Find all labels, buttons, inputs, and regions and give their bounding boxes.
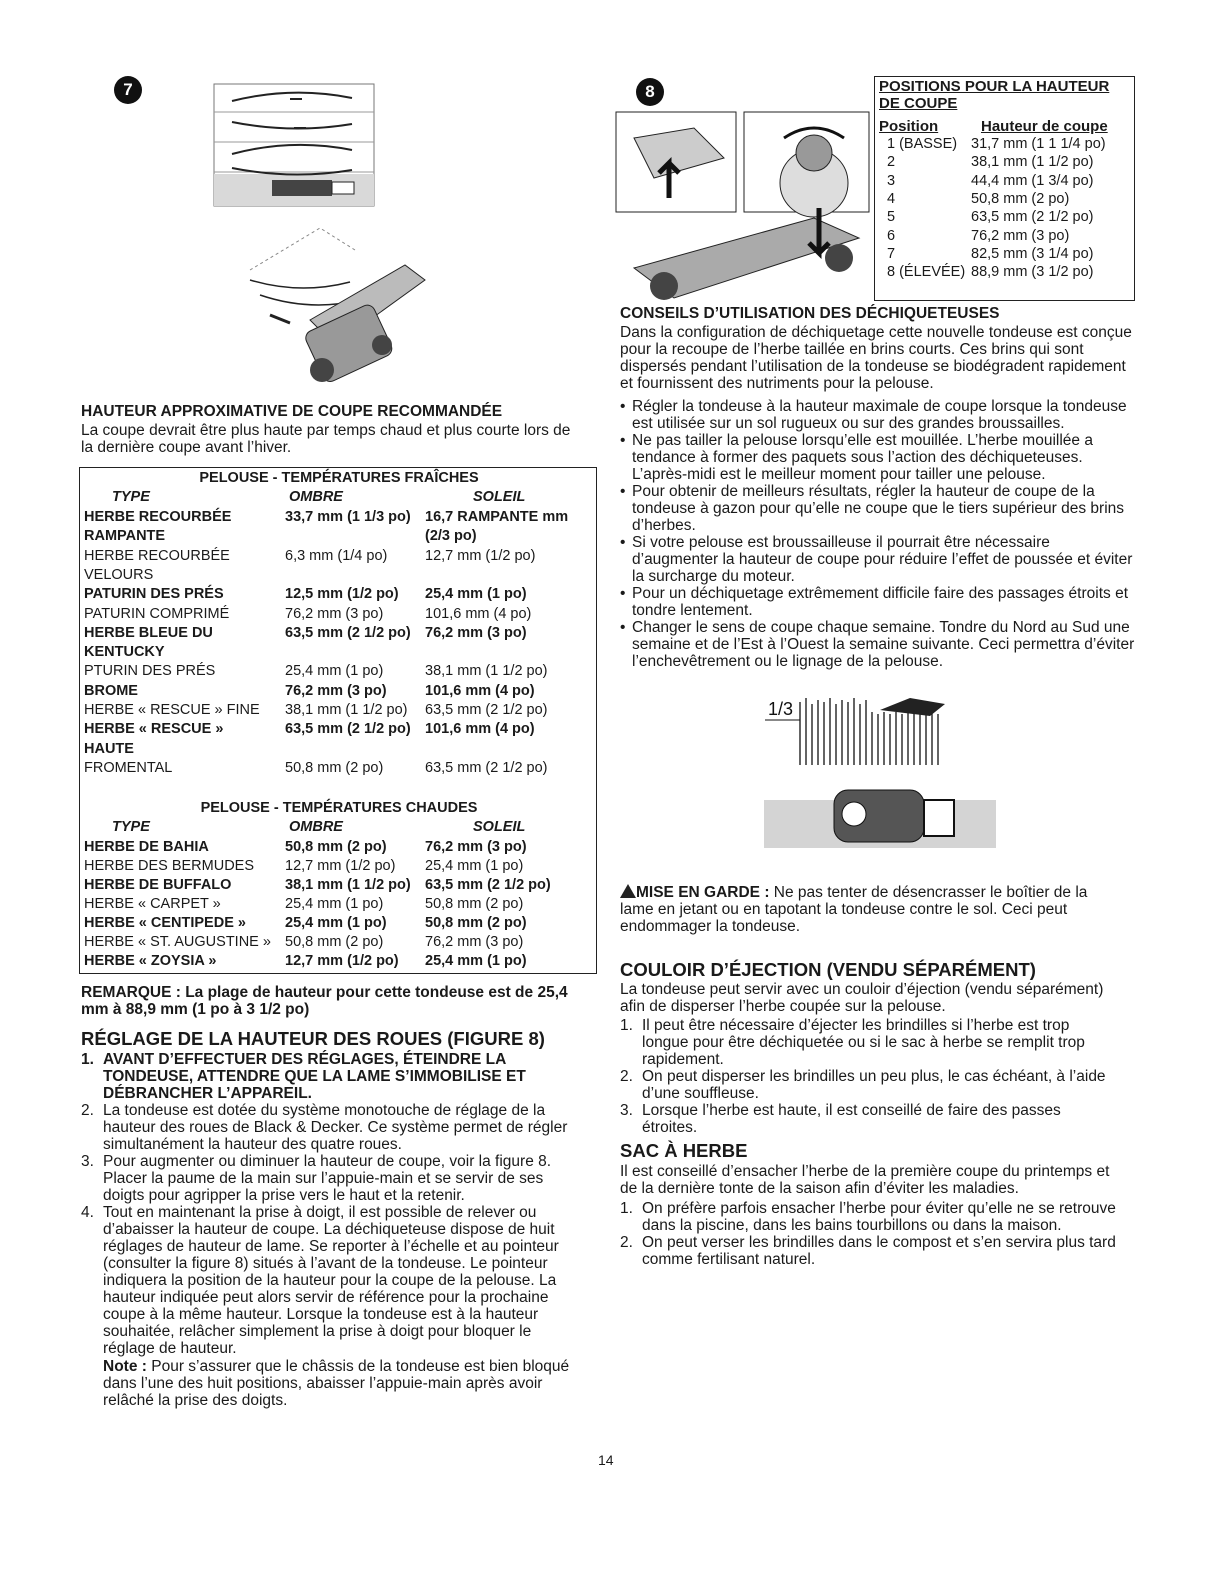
shade-height-cell: 50,8 mm (2 po) — [285, 934, 384, 950]
note-text: Pour s’assurer que le châssis de la tondeuse est bien bloqué dans l’une des huit positions, abaisser l’appuie-main après avoir relâché la prise des doigts. — [103, 1358, 570, 1409]
shade-height-cell: 33,7 mm (1 1/3 po) — [285, 509, 411, 525]
figure-7-mowing-pattern-illustration — [212, 76, 382, 211]
shade-height-cell: 12,5 mm (1/2 po) — [285, 586, 399, 603]
grass-type-cell: BROME — [84, 682, 138, 699]
chute-intro: La tondeuse peut servir avec un couloir d’éjection (vendu séparément) afin de disperser l’herbe coupée sur la pelouse. — [620, 981, 1104, 1015]
shade-height-cell: 76,2 mm (3 po) — [285, 682, 387, 699]
figure-7-number: 7 — [114, 76, 142, 104]
sun-height-cell: 76,2 mm (3 po) — [425, 624, 527, 641]
grass-one-third-illustration — [760, 690, 960, 770]
sun-height-cell: 101,6 mm (4 po) — [425, 605, 532, 622]
shade-height-cell: 6,3 mm (1/4 po) — [285, 547, 388, 564]
sun-height-cell: 16,7 RAMPANTE mm — [425, 509, 569, 525]
grass-type-cell: HAUTE — [84, 740, 134, 757]
warning — [620, 884, 1120, 935]
col-sun-header: SOLEIL — [473, 819, 526, 835]
sun-height-cell: (2/3 po) — [425, 528, 477, 545]
bag-step: 1. On préfère parfois ensacher l’herbe pour éviter qu’elle ne se retrouve dans la piscine, dans les bains tourbillons ou dans la maison. — [620, 1200, 1116, 1234]
shade-height-cell: 63,5 mm (2 1/2 po) — [285, 721, 411, 738]
mulch-tip: • Pour obtenir de meilleurs résultats, régler la hauteur de coupe de la tondeuse à gazon pour qu’elle ne coupe que le tiers supérieur des brins d’herbes. — [620, 483, 1140, 534]
wheels-step: 4. Tout en maintenant la prise à doigt, il est possible de relever ou d’abaisser la hauteur de coupe. La déchiqueteuse dispose de huit réglages de hauteur de lame. Se reporter à l’échelle et au pointeur (consulter la figure 8) situés à l’avant de la tondeuse. Le pointeur indiquera la position de la hauteur pour la coupe de la pelouse. La hauteur indiquée peut alors servir de référence pour la prochaine coupe à la même hauteur. Lorsque la tondeuse est à la hauteur souhaitée, relâcher simplement la prise à doigt pour bloquer le réglage de hauteur. — [81, 1204, 559, 1357]
mulch-tip: • Ne pas tailler la pelouse lorsqu’elle est mouillée. L’herbe mouillée a tendance à former des paquets sous l’action des déchiqueteuses. L’après-midi est le meilleur moment pour tailler une pelouse. — [620, 432, 1140, 483]
grass-type-cell: VELOURS — [84, 566, 154, 583]
shade-height-cell: 38,1 mm (1 1/2 po) — [285, 702, 408, 718]
grass-type-cell: HERBE « ST. AUGUSTINE » — [84, 934, 271, 950]
col-type-header: TYPE — [112, 489, 150, 505]
grass-type-cell: HERBE RECOURBÉE — [84, 509, 232, 525]
bag-step: 2. On peut verser les brindilles dans le compost et s’en servira plus tard comme fertilisant naturel. — [620, 1234, 1116, 1268]
shade-height-cell: 76,2 mm (3 po) — [285, 605, 384, 622]
grass-type-cell: PTURIN DES PRÉS — [84, 663, 216, 680]
chute-step: 2. On peut disperser les brindilles un peu plus, le cas échéant, à l’aide d’une souffleuse. — [620, 1068, 1106, 1102]
grass-type-cell: KENTUCKY — [84, 644, 165, 661]
shade-height-cell: 63,5 mm (2 1/2 po) — [285, 624, 411, 641]
height-cell: 38,1 mm (1 1/2 po) — [971, 154, 1094, 171]
position-cell: 8 (ÉLEVÉE) — [887, 264, 966, 281]
position-cell: 7 — [887, 245, 896, 262]
bag-steps — [620, 1200, 1120, 1268]
sun-height-cell: 63,5 mm (2 1/2 po) — [425, 877, 551, 893]
sun-height-cell: 25,4 mm (1 po) — [425, 953, 527, 969]
col-shade-header: OMBRE — [289, 819, 343, 835]
height-cell: 82,5 mm (3 1/4 po) — [971, 245, 1094, 262]
sun-height-cell: 25,4 mm (1 po) — [425, 586, 527, 603]
grass-type-cell: PATURIN DES PRÉS — [84, 586, 224, 603]
chute-step: 1. Il peut être nécessaire d’éjecter les brindilles si l’herbe est trop longue pour être déchiquetée ou si le sac à herbe se remplit trop rapidement. — [620, 1017, 1085, 1068]
shade-height-cell: 12,7 mm (1/2 po) — [285, 953, 399, 969]
page-number: 14 — [598, 1452, 614, 1468]
position-cell: 5 — [887, 209, 896, 226]
remark: REMARQUE : La plage de hauteur pour cette tondeuse est de 25,4 mm à 88,9 mm (1 po à 3 1/2 po) — [81, 984, 568, 1018]
position-cell: 1 (BASSE) — [887, 136, 958, 152]
sun-height-cell: 101,6 mm (4 po) — [425, 721, 535, 738]
col-type-header: TYPE — [112, 819, 150, 835]
sun-height-cell: 63,5 mm (2 1/2 po) — [425, 702, 548, 718]
height-cell: 50,8 mm (2 po) — [971, 190, 1070, 207]
warning-icon — [620, 884, 636, 898]
position-cell: 6 — [887, 227, 896, 244]
shade-height-cell: 25,4 mm (1 po) — [285, 896, 384, 912]
note-label: Note : — [103, 1358, 147, 1375]
grass-type-cell: HERBE « RESCUE » FINE — [84, 702, 260, 718]
sun-height-cell: 12,7 mm (1/2 po) — [425, 547, 536, 564]
mulch-tip: • Si votre pelouse est broussailleuse il pourrait être nécessaire d’augmenter la hauteur de coupe pour réduire l’effet de poussée et éviter la surcharge du moteur. — [620, 534, 1140, 585]
grass-type-cell: HERBE « ZOYSIA » — [84, 953, 217, 969]
recommended-cut-table — [79, 467, 597, 974]
mulch-intro: Dans la configuration de déchiquetage cette nouvelle tondeuse est conçue pour la recoupe de l’herbe taillée en brins courts. Ces brins qui sont dispersés pendant l’utilisation de la tondeuse se biodégradent rapidement et fournissent des nutriments pour la pelouse. — [620, 324, 1132, 392]
grass-type-cell: PATURIN COMPRIMÉ — [84, 605, 230, 622]
mulch-tip: • Régler la tondeuse à la hauteur maximale de coupe lorsque la tondeuse est utilisée sur un sol rugueux ou sur des grandes broussailles. — [620, 398, 1140, 432]
shade-height-cell: 25,4 mm (1 po) — [285, 915, 387, 931]
figure-8-wheel-height-illustration — [614, 108, 874, 303]
grass-type-cell: HERBE DE BAHIA — [84, 839, 209, 855]
sun-height-cell: 76,2 mm (3 po) — [425, 934, 524, 950]
sun-height-cell: 63,5 mm (2 1/2 po) — [425, 759, 548, 776]
mulch-tip: • Changer le sens de coupe chaque semaine. Tondre du Nord au Sud une semaine et de l’Est à l’Ouest la semaine suivante. Ceci permettra d’éviter l’enchevêtrement ou le lignage de la pelouse. — [620, 619, 1140, 670]
mower-top-view-illustration — [764, 780, 996, 850]
mulch-tip: • Pour un déchiquetage extrêmement difficile faire des passages étroits et tondre lentement. — [620, 585, 1140, 619]
wheels-step: 3. Pour augmenter ou diminuer la hauteur de coupe, voir la figure 8. Placer la paume de la main sur l’appuie-main et se servir de ses doigts pour agripper la prise vers le haut et la retenir. — [81, 1153, 552, 1204]
sun-height-cell: 76,2 mm (3 po) — [425, 839, 527, 855]
positions-title: POSITIONS POUR LA HAUTEUR DE COUPE — [879, 78, 1110, 112]
wheels-title: RÉGLAGE DE LA HAUTEUR DES ROUES (FIGURE 8) — [81, 1028, 545, 1049]
grass-type-cell: HERBE « CARPET » — [84, 896, 221, 912]
wheels-step: 2. La tondeuse est dotée du système monotouche de réglage de la hauteur des roues de Black & Decker. Ce système permet de régler simultanément la hauteur des quatre roues. — [81, 1102, 568, 1153]
mulch-title: CONSEILS D’UTILISATION DES DÉCHIQUETEUSES — [620, 305, 1000, 322]
grass-type-cell: HERBE « RESCUE » — [84, 721, 224, 738]
warning-text: Ne pas tenter de désencrasser le boîtier de la lame en jetant ou en tapotant la tondeuse contre le sol. Ceci peut endommager la tondeuse. — [620, 884, 1088, 935]
cut-height-intro: La coupe devrait être plus haute par temps chaud et plus courte lors de la dernière coupe avant l’hiver. — [81, 422, 571, 456]
shade-height-cell: 38,1 mm (1 1/2 po) — [285, 877, 411, 893]
warning-label: MISE EN GARDE : — [636, 884, 770, 901]
height-cell: 44,4 mm (1 3/4 po) — [971, 172, 1094, 189]
bag-intro: Il est conseillé d’ensacher l’herbe de la première coupe du printemps et de la dernière tonte de la saison afin d’éviter les maladies. — [620, 1163, 1110, 1197]
cut-height-title: HAUTEUR APPROXIMATIVE DE COUPE RECOMMANDÉE — [81, 403, 503, 420]
positions-col-height: Hauteur de coupe — [981, 118, 1108, 135]
shade-height-cell: 50,8 mm (2 po) — [285, 839, 387, 855]
shade-height-cell: 12,7 mm (1/2 po) — [285, 858, 396, 874]
grass-type-cell: HERBE DE BUFFALO — [84, 877, 232, 893]
sun-height-cell: 38,1 mm (1 1/2 po) — [425, 663, 548, 680]
one-third-label: 1/3 — [768, 699, 794, 719]
sun-height-cell: 50,8 mm (2 po) — [425, 896, 524, 912]
bag-title: SAC À HERBE — [620, 1140, 748, 1161]
sun-height-cell: 25,4 mm (1 po) — [425, 858, 524, 874]
shade-height-cell: 50,8 mm (2 po) — [285, 759, 384, 776]
position-cell: 3 — [887, 172, 896, 189]
grass-type-cell: HERBE « CENTIPEDE » — [84, 915, 246, 931]
mower-on-lawn-illustration — [240, 220, 440, 390]
sun-height-cell: 101,6 mm (4 po) — [425, 682, 535, 699]
grass-type-cell: HERBE DES BERMUDES — [84, 858, 255, 874]
height-cell: 31,7 mm (1 1 1/4 po) — [971, 136, 1106, 152]
grass-type-cell: FROMENTAL — [84, 759, 173, 776]
position-cell: 2 — [887, 154, 896, 171]
grass-type-cell: HERBE RECOURBÉE — [84, 547, 230, 564]
cool-table-title: PELOUSE - TEMPÉRATURES FRAÎCHES — [199, 470, 479, 486]
positions-col-position: Position — [879, 118, 939, 135]
chute-title: COULOIR D’ÉJECTION (VENDU SÉPARÉMENT) — [620, 959, 1036, 980]
sun-height-cell: 50,8 mm (2 po) — [425, 915, 527, 931]
grass-type-cell: HERBE BLEUE DU — [84, 624, 213, 641]
wheels-step: 1. AVANT D’EFFECTUER DES RÉGLAGES, ÉTEINDRE LA TONDEUSE, ATTENDRE QUE LA LAME S’IMMOBILISE ET DÉBRANCHER L’APPAREIL. — [81, 1051, 526, 1102]
warm-table-title: PELOUSE - TEMPÉRATURES CHAUDES — [200, 800, 478, 816]
cut-positions-box — [874, 76, 1135, 301]
height-cell: 88,9 mm (3 1/2 po) — [971, 264, 1094, 281]
height-cell: 63,5 mm (2 1/2 po) — [971, 209, 1094, 226]
mulch-tips — [620, 398, 1140, 670]
chute-steps — [620, 1017, 1120, 1136]
shade-height-cell: 25,4 mm (1 po) — [285, 663, 384, 680]
height-cell: 76,2 mm (3 po) — [971, 227, 1070, 244]
wheels-steps — [81, 1051, 579, 1357]
wheels-note — [103, 1358, 581, 1409]
chute-step: 3. Lorsque l’herbe est haute, il est conseillé de faire des passes étroites. — [620, 1102, 1061, 1136]
grass-type-cell: RAMPANTE — [84, 528, 166, 545]
col-shade-header: OMBRE — [289, 489, 343, 505]
position-cell: 4 — [887, 190, 896, 207]
figure-8-number: 8 — [636, 78, 664, 106]
col-sun-header: SOLEIL — [473, 489, 526, 505]
